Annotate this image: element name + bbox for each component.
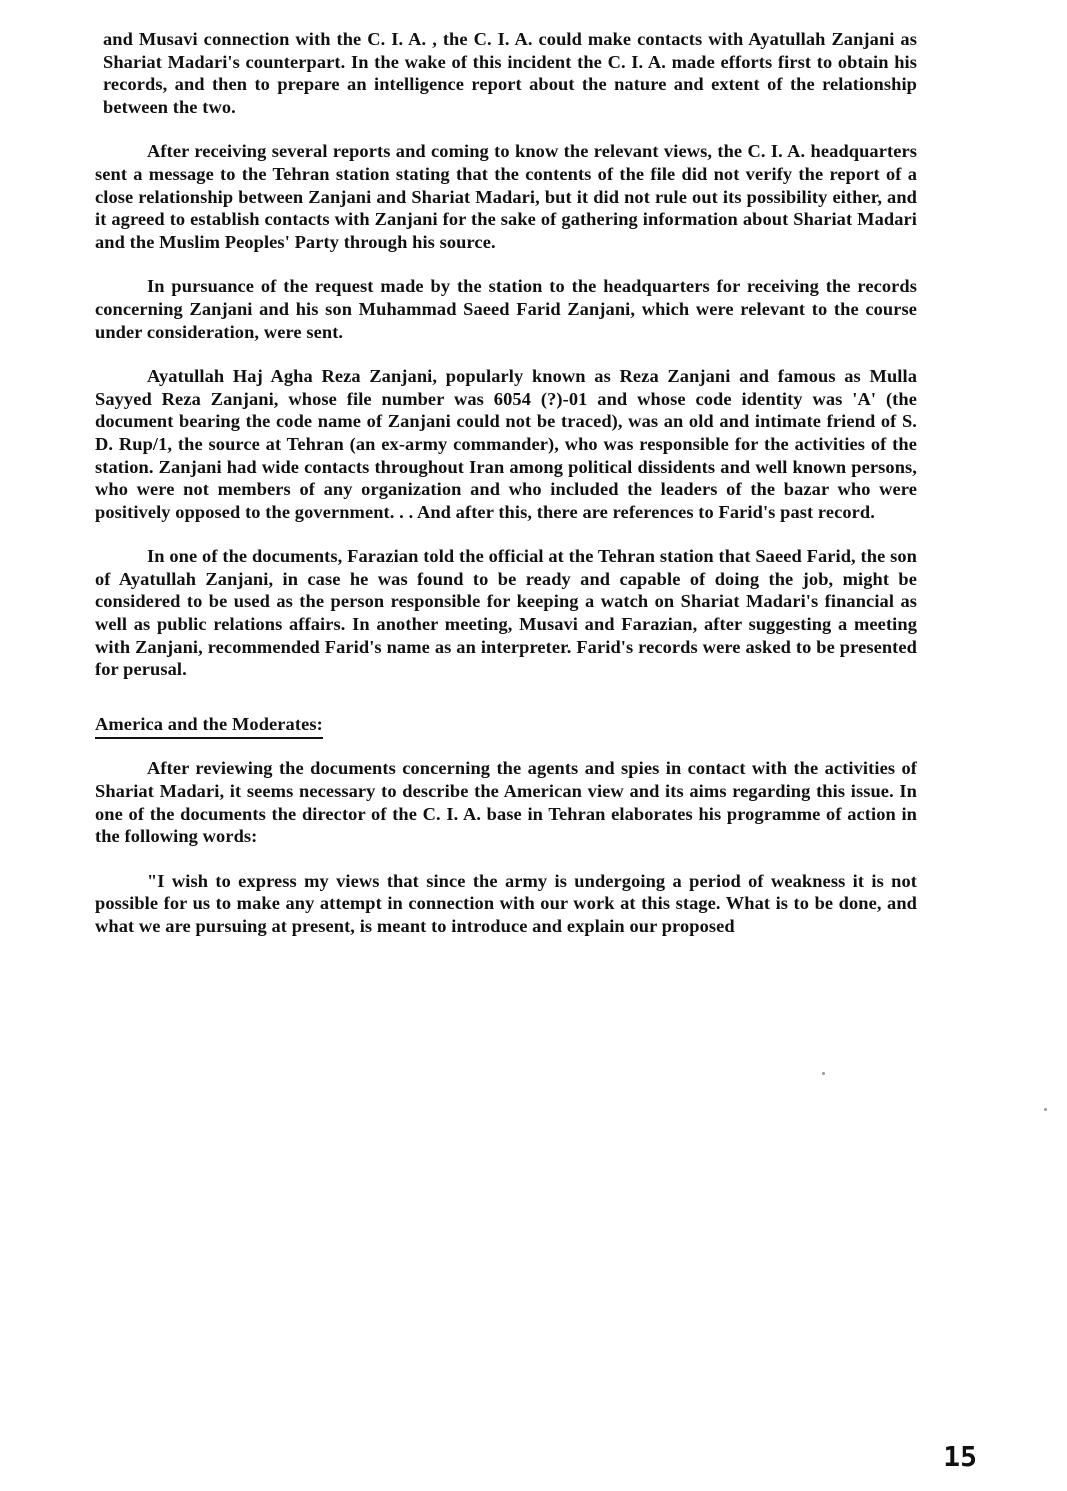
scan-speck	[1044, 1108, 1047, 1111]
paragraph-cia-headquarters: After receiving several reports and coming to know the relevant views, the C. I. A. headquarters sent a message to the Tehran station stating that the contents of the file did not verify the report of a close relationship between Zanjani and Shariat Madari, but it did not rule out its possibility either, and it agreed to establish contacts with Zanjani for the sake of gathering information about Shariat Madari and the Muslim Peoples' Party through his source.	[95, 141, 917, 252]
paragraph-american-view: After reviewing the documents concerning the agents and spies in contact with the activities of Shariat Madari, it seems necessary to describe the American view and its aims regarding this issue. In one of the documents the director of the C. I. A. base in Tehran elaborates his programme of action in the following words:	[95, 758, 917, 847]
page-number: 15	[943, 1440, 977, 1473]
paragraph-quotation: "I wish to express my views that since the army is undergoing a period of weakness it is not possible for us to make any attempt in connection with our work at this stage. What is to be done, and what we are pursuing at present, is meant to introduce and explain our proposed	[95, 870, 917, 936]
scan-speck	[822, 1072, 825, 1075]
paragraph-reza-zanjani: Ayatullah Haj Agha Reza Zanjani, popularly known as Reza Zanjani and famous as Mulla Sayyed Reza Zanjani, whose file number was 6054 (?)-01 and whose code identity was 'A' (the document bearing the code name of Zanjani could not be traced), was an old and intimate friend of S. D. Rup/1, the source at Tehran (an ex-army commander), who was responsible for the activities of the station. Zanjani had wide contacts throughout Iran among political dissidents and well known persons, who were not members of any organization and who included the leaders of the bazar who were positively opposed to the government. . . And after this, there are references to Farid's past record.	[95, 366, 917, 522]
paragraph-records-request: In pursuance of the request made by the station to the headquarters for receiving the records concerning Zanjani and his son Muhammad Saeed Farid Zanjani, which were relevant to the course under consideration, were sent.	[95, 276, 917, 342]
section-heading: America and the Moderates:	[95, 713, 323, 740]
document-body	[95, 28, 917, 960]
paragraph-saeed-farid: In one of the documents, Farazian told the official at the Tehran station that Saeed Farid, the son of Ayatullah Zanjani, in case he was found to be ready and capable of doing the job, might be considered to be used as the person responsible for keeping a watch on Shariat Madari's financial as well as public relations affairs. In another meeting, Musavi and Farazian, after suggesting a meeting with Zanjani, recommended Farid's name as an interpreter. Farid's records were asked to be presented for perusal.	[95, 546, 917, 680]
paragraph-continuation: and Musavi connection with the C. I. A. , the C. I. A. could make contacts with Ayatullah Zanjani as Shariat Madari's counterpart. In the wake of this incident the C. I. A. made efforts first to obtain his records, and then to prepare an intelligence report about the nature and extent of the relationship between the two.	[103, 29, 917, 117]
